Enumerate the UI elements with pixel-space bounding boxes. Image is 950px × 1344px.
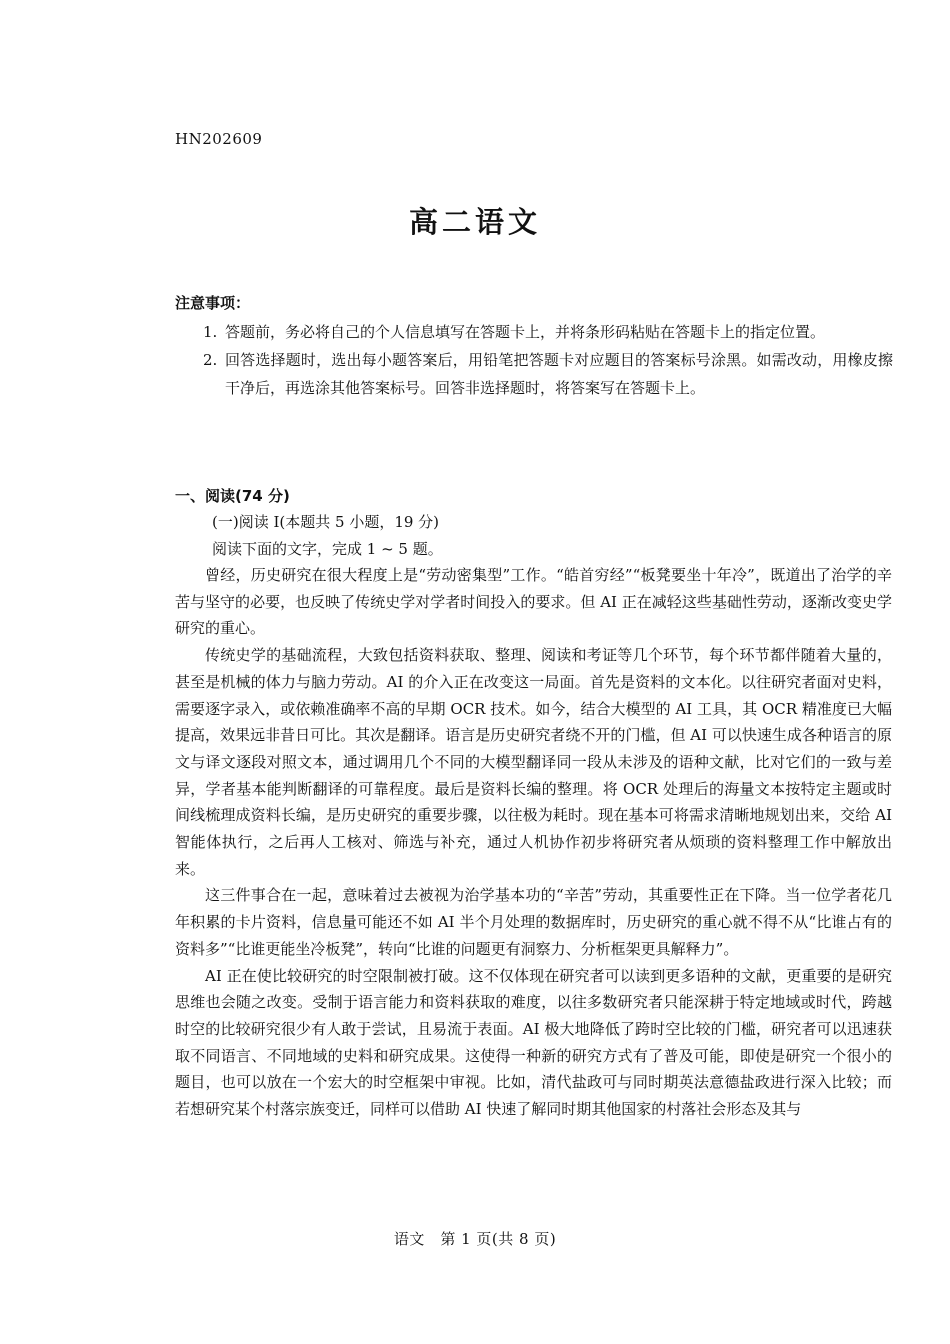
notice-list bbox=[203, 318, 893, 402]
page-footer: 语文 第 1 页(共 8 页) bbox=[393, 1230, 557, 1248]
exam-code: HN202609 bbox=[175, 130, 263, 148]
passage-paragraph: 这三件事合在一起，意味着过去被视为治学基本功的“辛苦”劳动，其重要性正在下降。当一位学者花几年积累的卡片资料，信息量可能还不如 AI 半个月处理的数据库时，历史研究的重心就不得不从“比谁占有的资料多”“比谁更能坐冷板凳”，转向“比谁的问题更有洞察力、分析框架更具解释力”。 bbox=[175, 886, 892, 958]
reading-instruction: 阅读下面的文字，完成 1 ~ 5 题。 bbox=[212, 540, 443, 558]
page-title: 高二语文 bbox=[408, 205, 541, 239]
notice-heading: 注意事项： bbox=[175, 294, 251, 312]
notice-item bbox=[203, 318, 893, 346]
passage-paragraph: AI 正在使比较研究的时空限制被打破。这不仅体现在研究者可以读到更多语种的文献，更重要的是研究思维也会随之改变。受制于语言能力和资料获取的难度，以往多数研究者只能深耕于特定地域或时代，跨越时空的比较研究很少有人敢于尝试，且易流于表面。AI 极大地降低了跨时空比较的门槛，研究者可以迅速获取不同语言、不同地域的史料和研究成果。这使得一种新的研究方式有了普及可能，即使是研究一个很小的题目，也可以放在一个宏大的时空框架中审视。比如，清代盐政可与同时期英法意德盐政进行深入比较；而若想研究某个村落宗族变迁，同样可以借助 AI 快速了解同时期其他国家的村落社会形态及其与 bbox=[175, 966, 892, 1119]
notice-item-text: 回答选择题时，选出每小题答案后，用铅笔把答题卡对应题目的答案标号涂黑。如需改动，用橡皮擦干净后，再选涂其他答案标号。回答非选择题时，将答案写在答题卡上。 bbox=[225, 351, 893, 397]
section-heading: 一、阅读(74 分) bbox=[175, 487, 290, 505]
reading-subheading: (一)阅读 Ⅰ(本题共 5 小题，19 分) bbox=[212, 513, 440, 531]
passage-paragraph: 曾经，历史研究在很大程度上是“劳动密集型”工作。“皓首穷经”“板凳要坐十年冷”，既道出了治学的辛苦与坚守的必要，也反映了传统史学对学者时间投入的要求。但 AI 正在减轻这些基础性劳动，逐渐改变史学研究的重心。 bbox=[175, 566, 892, 638]
notice-item-number: 2. bbox=[203, 351, 218, 369]
notice-item-text: 答题前，务必将自己的个人信息填写在答题卡上，并将条形码粘贴在答题卡上的指定位置。 bbox=[225, 323, 826, 341]
notice-item bbox=[203, 346, 893, 402]
reading-passage bbox=[175, 562, 892, 1123]
passage-paragraph: 传统史学的基础流程，大致包括资料获取、整理、阅读和考证等几个环节，每个环节都伴随着大量的，甚至是机械的体力与脑力劳动。AI 的介入正在改变这一局面。首先是资料的文本化。以往研究者面对史料，需要逐字录入，或依赖准确率不高的早期 OCR 技术。如今，结合大模型的 AI 工具，其 OCR 精准度已大幅提高，效果远非昔日可比。其次是翻译。语言是历史研究者绕不开的门槛，但 AI 可以快速生成各种语言的原文与译文逐段对照文本，通过调用几个不同的大模型翻译同一段从未涉及的语种文献，比对它们的一致与差异，学者基本能判断翻译的可靠程度。最后是资料长编的整理。将 OCR 处理后的海量文本按特定主题或时间线梳理成资料长编，是历史研究的重要步骤，以往极为耗时。现在基本可将需求清晰地规划出来，交给 AI 智能体执行，之后再人工核对、筛选与补充，通过人机协作初步将研究者从烦琐的资料整理工作中解放出来。 bbox=[175, 646, 892, 878]
notice-item-number: 1. bbox=[203, 323, 218, 341]
